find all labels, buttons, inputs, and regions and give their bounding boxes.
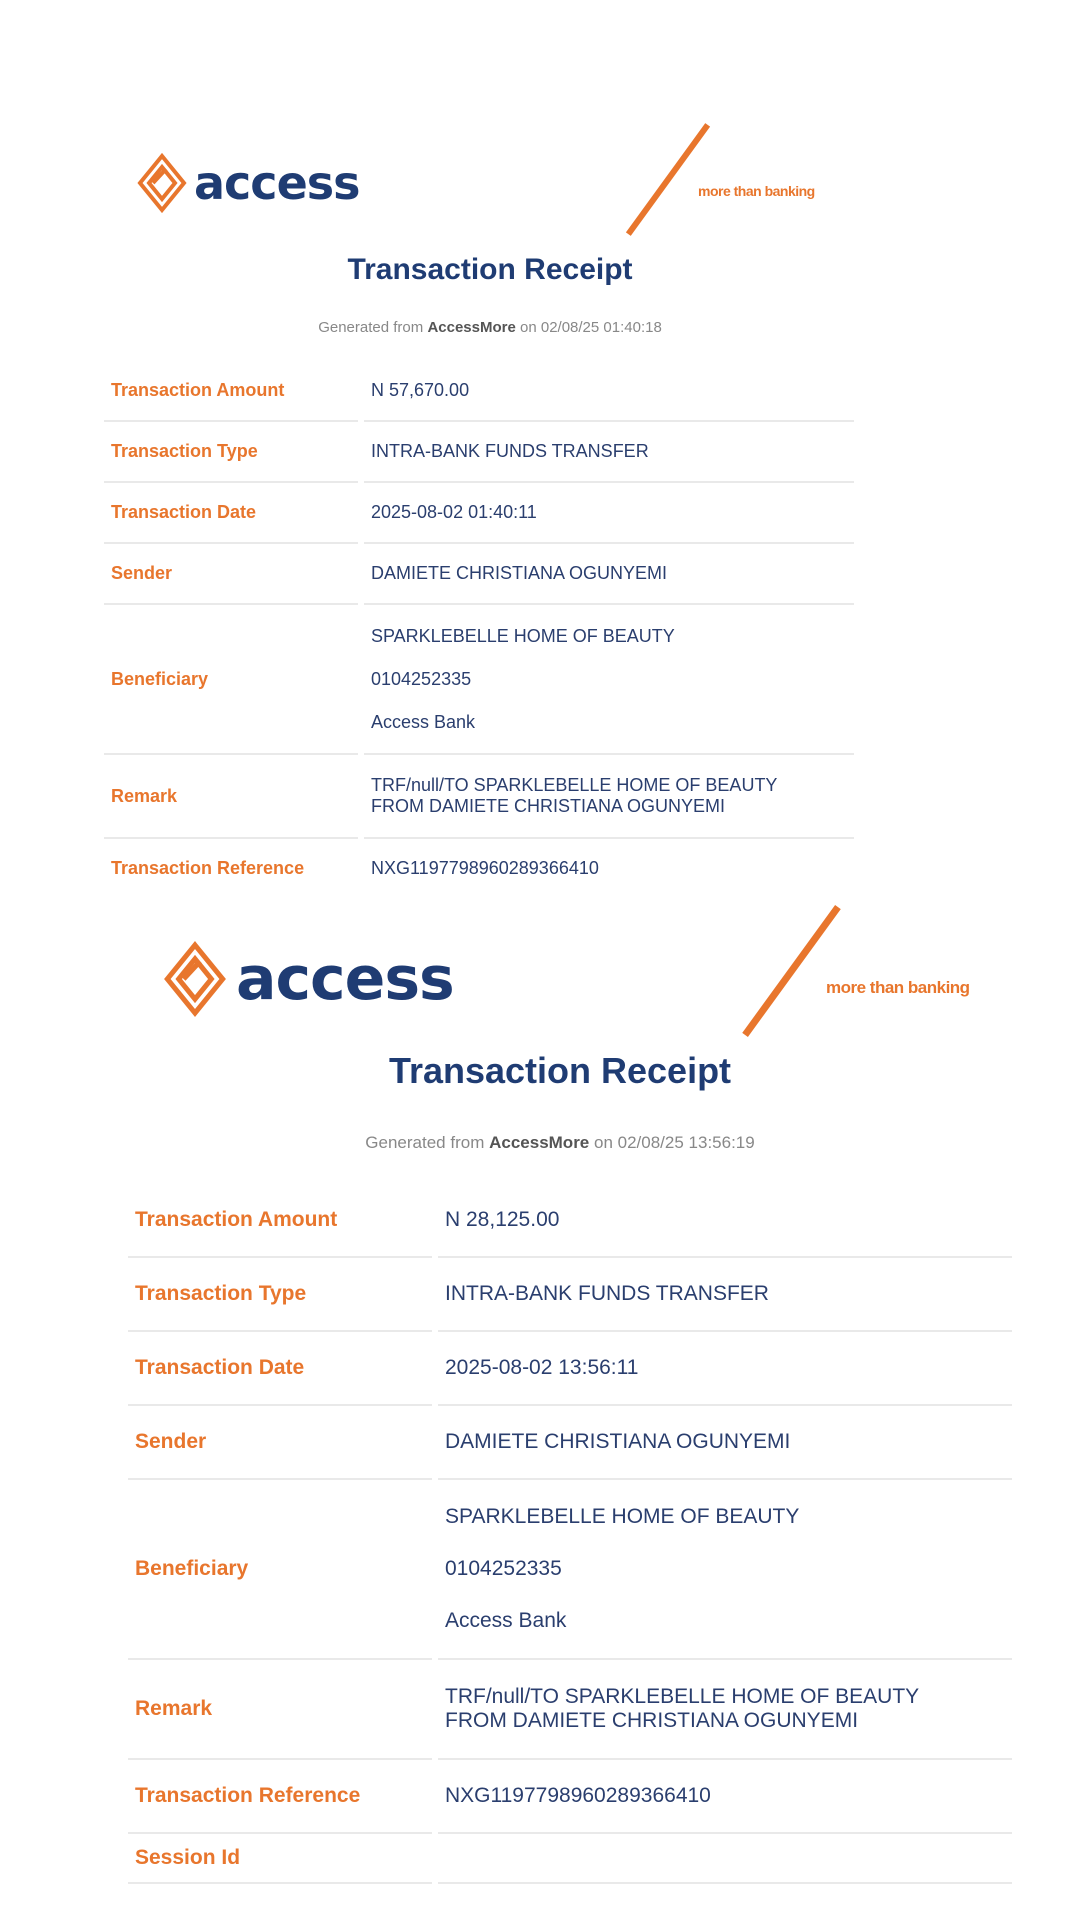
row-label: Transaction Amount [104, 361, 358, 422]
access-logo [162, 940, 454, 1018]
remark-line-2: FROM DAMIETE CHRISTIANA OGUNYEMI [371, 796, 726, 816]
beneficiary-bank: Access Bank [371, 711, 476, 732]
row-value [438, 1480, 1012, 1660]
generated-prefix: Generated from [318, 319, 424, 336]
orange-slash-decoration [626, 123, 710, 236]
row-value: INTRA-BANK FUNDS TRANSFER [438, 1258, 1012, 1332]
tagline: more than banking [826, 978, 970, 997]
table-row [104, 483, 854, 544]
remark-line-1: TRF/null/TO SPARKLEBELLE HOME OF BEAUTY [371, 775, 778, 796]
table-row [128, 1834, 1012, 1884]
row-value [364, 605, 854, 755]
table-row [104, 839, 854, 880]
row-value: DAMIETE CHRISTIANA OGUNYEMI [364, 544, 854, 605]
row-label: Transaction Date [104, 483, 358, 544]
row-label: Sender [128, 1406, 432, 1480]
row-value: 2025-08-02 01:40:11 [364, 483, 854, 544]
beneficiary-account: 0104252335 [371, 668, 472, 689]
table-row [104, 605, 854, 755]
remark-line-2: FROM DAMIETE CHRISTIANA OGUNYEMI [445, 1709, 859, 1732]
row-label: Transaction Reference [128, 1760, 432, 1834]
table-row [128, 1184, 1012, 1258]
generated-app: AccessMore [427, 319, 516, 336]
access-diamond-icon [162, 940, 228, 1018]
row-label: Transaction Reference [104, 839, 358, 880]
row-value: INTRA-BANK FUNDS TRANSFER [364, 422, 854, 483]
logo-wordmark: access [236, 944, 454, 1014]
receipt-details-table [122, 1184, 1018, 1884]
row-label: Beneficiary [104, 605, 358, 755]
row-label: Transaction Date [128, 1332, 432, 1406]
row-value [438, 1834, 1012, 1884]
beneficiary-bank: Access Bank [445, 1609, 567, 1632]
table-row [128, 1480, 1012, 1660]
generated-app: AccessMore [489, 1133, 590, 1152]
table-row [128, 1406, 1012, 1480]
generated-line [20, 1133, 1080, 1153]
generated-prefix: Generated from [365, 1133, 485, 1152]
generated-line [0, 319, 1030, 336]
table-row [104, 544, 854, 605]
receipt-title: Transaction Receipt [347, 253, 633, 286]
table-row [104, 755, 854, 839]
table-row [104, 422, 854, 483]
row-label: Transaction Amount [128, 1184, 432, 1258]
row-value: N 57,670.00 [364, 361, 854, 422]
row-value: NXG1197798960289366410 [364, 839, 854, 880]
table-row [128, 1258, 1012, 1332]
access-diamond-icon [136, 152, 188, 214]
row-value [364, 755, 854, 839]
table-row [128, 1760, 1012, 1834]
receipt-screenshot-2 [0, 880, 1080, 1920]
tagline: more than banking [698, 183, 815, 199]
receipt-title: Transaction Receipt [388, 1050, 732, 1091]
row-label: Remark [128, 1660, 432, 1760]
generated-timestamp: on 02/08/25 13:56:19 [594, 1133, 755, 1152]
receipt-screenshot-1 [0, 0, 1080, 880]
table-row [128, 1332, 1012, 1406]
row-value: N 28,125.00 [438, 1184, 1012, 1258]
row-label: Beneficiary [128, 1480, 432, 1660]
row-label: Sender [104, 544, 358, 605]
generated-timestamp: on 02/08/25 01:40:18 [520, 319, 662, 336]
beneficiary-account: 0104252335 [445, 1557, 562, 1580]
orange-slash-decoration [742, 905, 841, 1037]
row-label: Remark [104, 755, 358, 839]
logo-wordmark: access [194, 156, 360, 210]
table-row [128, 1660, 1012, 1760]
row-label: Transaction Type [128, 1258, 432, 1332]
row-label: Session Id [128, 1834, 432, 1884]
row-value [438, 1660, 1012, 1760]
access-logo [136, 152, 360, 214]
row-value: DAMIETE CHRISTIANA OGUNYEMI [438, 1406, 1012, 1480]
row-value: NXG1197798960289366410 [438, 1760, 1012, 1834]
row-label: Transaction Type [104, 422, 358, 483]
receipt-details-table [98, 361, 860, 880]
beneficiary-name: SPARKLEBELLE HOME OF BEAUTY [371, 625, 675, 646]
row-value: 2025-08-02 13:56:11 [438, 1332, 1012, 1406]
table-row [104, 361, 854, 422]
remark-line-1: TRF/null/TO SPARKLEBELLE HOME OF BEAUTY [445, 1684, 920, 1708]
beneficiary-name: SPARKLEBELLE HOME OF BEAUTY [445, 1505, 800, 1528]
